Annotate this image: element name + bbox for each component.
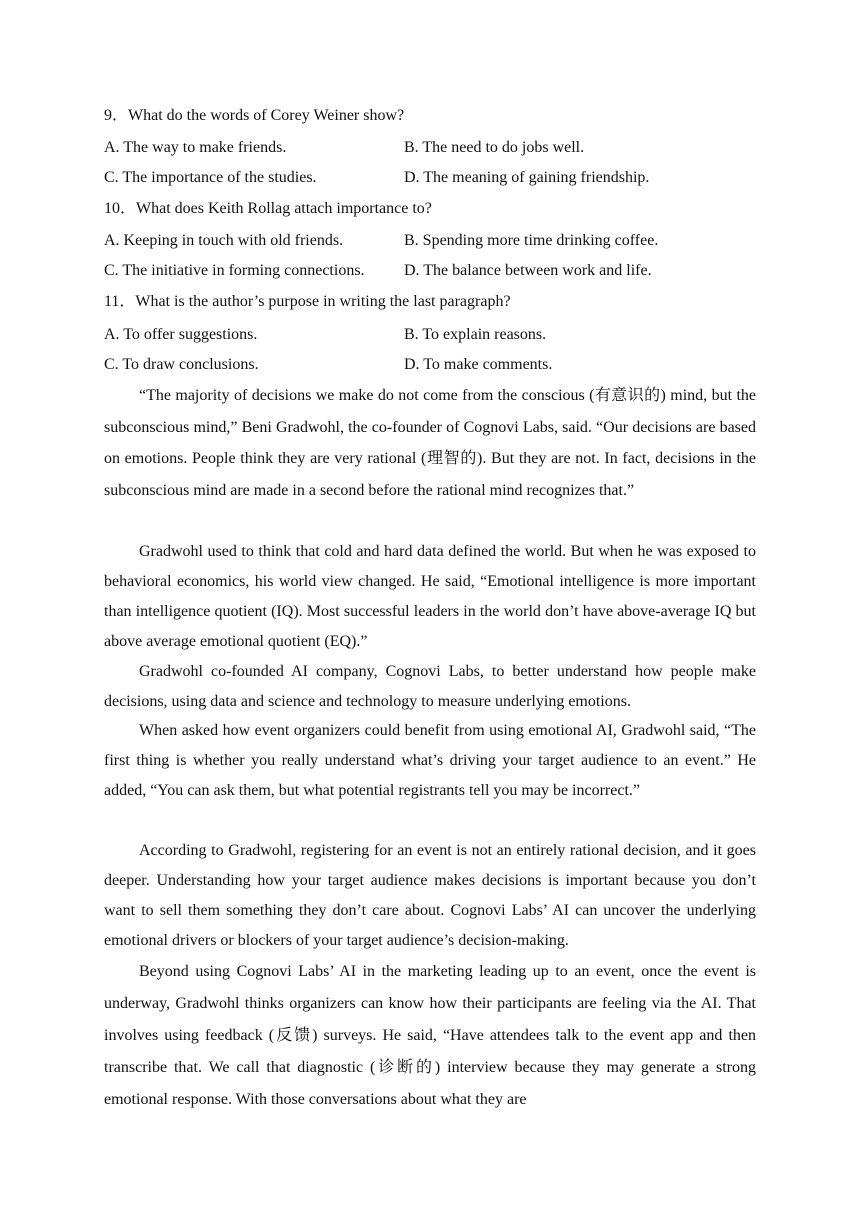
question-9-option-b: B. The need to do jobs well.	[404, 139, 585, 156]
question-9-option-d: D. The meaning of gaining friendship.	[404, 169, 650, 186]
passage-paragraph-5: According to Gradwohl, registering for an event is not an entirely rational decision, and it goes deeper. Understanding how your target audience makes decisions is important because you don’t want to sell them something they don’t care about. Cognovi Labs’ AI can uncover the underlying emotional drivers or blockers of your target audience’s decision-making.	[104, 842, 756, 949]
question-10-option-a: A. Keeping in touch with old friends.	[104, 232, 344, 249]
question-10-option-c: C. The initiative in forming connections.	[104, 262, 365, 279]
question-9-option-c: C. The importance of the studies.	[104, 169, 317, 186]
passage-paragraph-3: Gradwohl co-founded AI company, Cognovi Labs, to better understand how people make decisions, using data and science and technology to measure underlying emotions.	[104, 663, 756, 710]
question-11-stem: 11．What is the author’s purpose in writing the last paragraph?	[104, 293, 511, 310]
question-10-stem: 10．What does Keith Rollag attach importance to?	[104, 200, 432, 217]
question-11-option-d: D. To make comments.	[404, 356, 553, 373]
question-11-option-a: A. To offer suggestions.	[104, 326, 258, 343]
question-9-option-a: A. The way to make friends.	[104, 139, 287, 156]
passage-paragraph-1: “The majority of decisions we make do not come from the conscious (有意识的) mind, but the subconscious mind,” Beni Gradwohl, the co-founder of Cognovi Labs, said. “Our decisions are based on emotions. People think they are very rational (理智的). But they are not. In fact, decisions in the subconscious mind are made in a second before the rational mind recognizes that.”	[104, 387, 756, 499]
passage-paragraph-4: When asked how event organizers could benefit from using emotional AI, Gradwohl said, “The first thing is whether you really understand what’s driving your target audience to an event.” He added, “You can ask them, but what potential registrants tell you may be incorrect.”	[104, 722, 756, 799]
question-10-option-d: D. The balance between work and life.	[404, 262, 652, 279]
passage-paragraph-2: Gradwohl used to think that cold and hard data defined the world. But when he was exposed to behavioral economics, his world view changed. He said, “Emotional intelligence is more important than intelligence quotient (IQ). Most successful leaders in the world don’t have above-average IQ but above average emotional quotient (EQ).”	[104, 543, 756, 650]
question-10-option-b: B. Spending more time drinking coffee.	[404, 232, 659, 249]
question-9-stem: 9．What do the words of Corey Weiner show?	[104, 107, 405, 124]
question-11-option-b: B. To explain reasons.	[404, 326, 547, 343]
passage-paragraph-6: Beyond using Cognovi Labs’ AI in the marketing leading up to an event, once the event is underway, Gradwohl thinks organizers can know how their participants are feeling via the AI. That involves using feedback (反馈) surveys. He said, “Have attendees talk to the event app and then transcribe that. We call that diagnostic (诊断的) interview because they may generate a strong emotional response. With those conversations about what they are	[104, 963, 756, 1108]
question-11-option-c: C. To draw conclusions.	[104, 356, 259, 373]
